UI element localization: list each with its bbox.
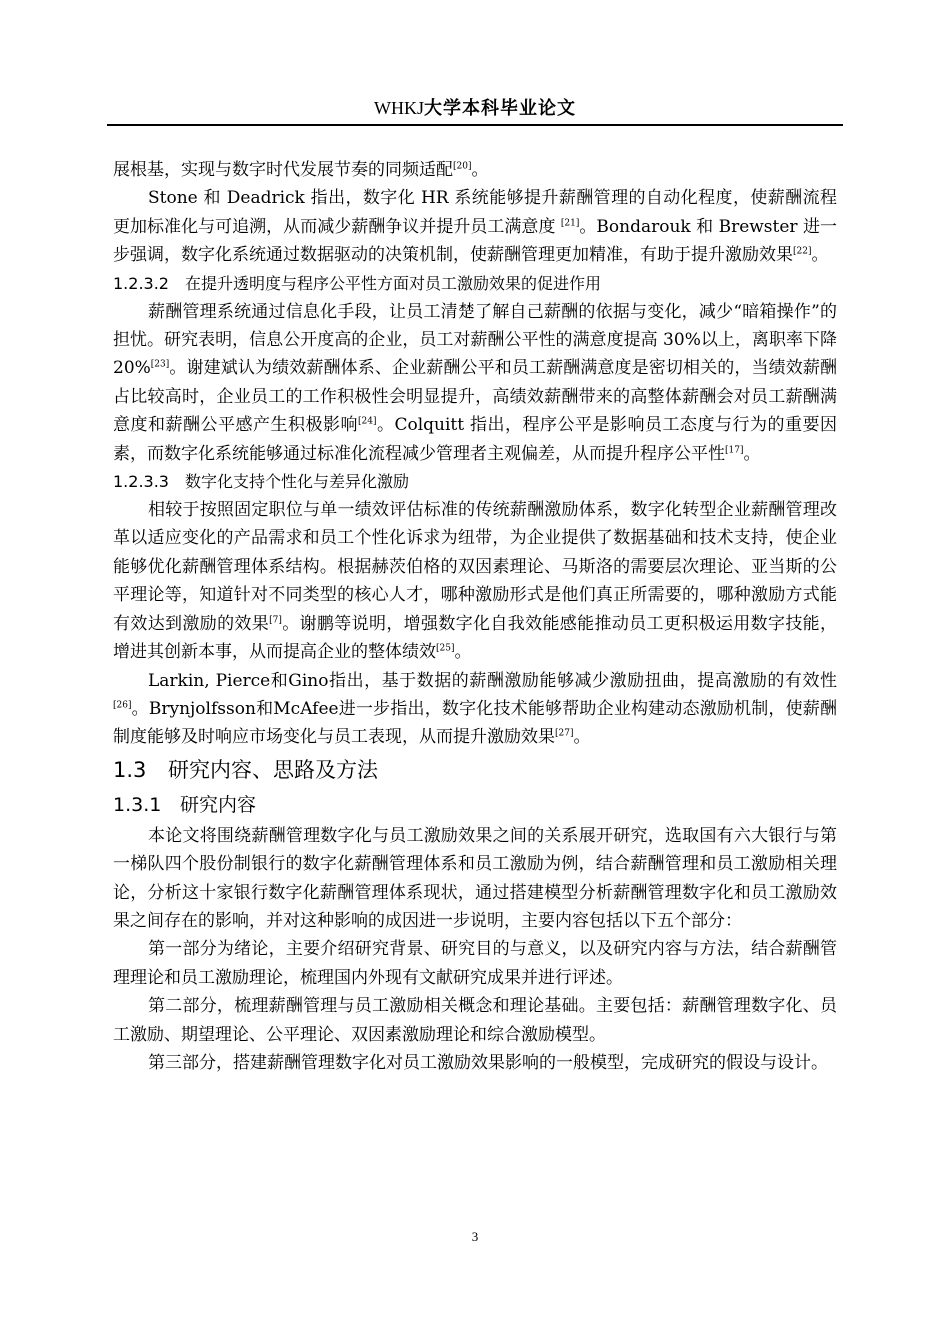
heading-1-2-3-3 (113, 468, 837, 496)
heading-1-2-3-2 (113, 270, 837, 298)
paragraph-text: Stone 和 Deadrick 指出，数字化 HR 系统能够提升薪酬管理的自动化程度，使薪酬流程更加标准化与可追溯，从而减少薪酬争议并提升员工满意度 (113, 188, 837, 237)
citation: [23] (150, 359, 170, 370)
heading-number: 1.2.3.2 (113, 273, 169, 293)
paragraph-text: 相较于按照固定职位与单一绩效评估标准的传统薪酬激励体系，数字化转型企业薪酬管理改革以适应变化的产品需求和员工个性化诉求为纽带，为企业提供了数据基础和技术支持，使企业能够优化薪酬管理体系结构。根据赫茨伯格的双因素理论、马斯洛的需要层次理论、亚当斯的公平理论等，知道针对不同类型的核心人才，哪种激励形式是他们真正所需要的，哪种激励方式能有效达到激励的效果 (113, 500, 837, 634)
heading-title: 在提升透明度与程序公平性方面对员工激励效果的促进作用 (185, 273, 602, 293)
body-text (113, 156, 837, 1077)
paragraph-text: Larkin, Pierce和Gino指出，基于数据的薪酬激励能够减少激励扭曲，提高激励的有效性 (148, 670, 837, 691)
citation: [26] (113, 700, 132, 711)
citation: [25] (436, 643, 455, 654)
paragraph-text: 展根基，实现与数字时代发展节奏的同频适配 (113, 160, 453, 180)
citation: [27] (555, 728, 574, 739)
paragraph-text: 。Bondarouk 和 Brewster 进一步强调，数字化系统通过数据驱动的决策机制，使薪酬管理更加精准，有助于提升激励效果 (113, 216, 837, 266)
paragraph-text: 。谢鹏等说明，增强数字化自我效能感能推动员工更积极运用数字技能，增进其创新本事，从而提高企业的整体绩效 (113, 613, 838, 663)
paragraph-text: 。 (811, 245, 829, 266)
paragraph-personalization (113, 496, 837, 666)
heading-number: 1.3.1 (113, 793, 162, 816)
heading-1-3 (113, 752, 837, 788)
header-title: 大学本科毕业论文 (424, 98, 576, 119)
heading-number: 1.2.3.3 (113, 472, 169, 492)
heading-1-3-1 (113, 788, 837, 822)
citation: [7] (269, 615, 282, 626)
header-prefix: WHKJ (374, 98, 424, 118)
paragraph-part-one: 第一部分为绪论，主要介绍研究背景、研究目的与意义，以及研究内容与方法，结合薪酬管理理论和员工激励理论，梳理国内外现有文献研究成果并进行评述。 (113, 939, 837, 988)
header-rule (107, 124, 843, 126)
citation: [24] (358, 416, 377, 427)
paragraph-transparency (113, 298, 837, 468)
citation: [22] (793, 246, 812, 257)
heading-title: 研究内容 (180, 793, 257, 816)
paragraph-text: 。 (573, 727, 591, 748)
citation: [21] (560, 218, 580, 229)
paragraph-continuation (113, 156, 837, 184)
paragraph-larkin (113, 667, 837, 752)
paragraph-text: 。 (454, 642, 472, 663)
heading-number: 1.3 (113, 757, 147, 782)
paragraph-part-two: 第二部分，梳理薪酬管理与员工激励相关概念和理论基础。主要包括：薪酬管理数字化、员工激励、期望理论、公平理论、双因素激励理论和综合激励模型。 (113, 996, 837, 1045)
paragraph-stone-deadrick (113, 184, 837, 269)
citation: [17] (725, 445, 744, 455)
paragraph-text: 。 (471, 160, 489, 180)
heading-title: 研究内容、思路及方法 (168, 757, 378, 782)
paragraph-part-three: 第三部分，搭建薪酬管理数字化对员工激励效果影响的一般模型，完成研究的假设与设计。 (148, 1052, 828, 1073)
citation: [20] (453, 161, 472, 172)
paragraph-research-content: 本论文将围绕薪酬管理数字化与员工激励效果之间的关系展开研究，选取国有六大银行与第一梯队四个股份制银行的数字化薪酬管理体系和员工激励为例，结合薪酬管理和员工激励相关理论，分析这十家银行数字化薪酬管理体系现状，通过搭建模型分析薪酬管理数字化和员工激励效果之间存在的影响，并对这种影响的成因进一步说明，主要内容包括以下五个部分： (113, 825, 837, 931)
paragraph-text: 。Colquitt 指出，程序公平是影响员工态度与行为的重要因素，而数字化系统能够通过标准化流程减少管理者主观偏差，从而提升程序公平性 (113, 415, 837, 464)
paragraph-text: 。 (743, 443, 761, 464)
page-number: 3 (471, 1229, 479, 1244)
running-header (107, 96, 843, 122)
paragraph-text: 薪酬管理系统通过信息化手段，让员工清楚了解自己薪酬的依据与变化，减少“暗箱操作”的担忧。研究表明，信息公开度高的企业，员工对薪酬公平性的满意度提高 30%以上，离职率下降 20% (113, 301, 837, 379)
paragraph-text: 。Brynjolfsson和McAfee进一步指出，数字化技术能够帮助企业构建动态激励机制，使薪酬制度能够及时响应市场变化与员工表现，从而提升激励效果 (113, 698, 837, 748)
heading-title: 数字化支持个性化与差异化激励 (185, 472, 410, 492)
paragraph-text: 。谢建斌认为绩效薪酬体系、企业薪酬公平和员工薪酬满意度是密切相关的，当绩效薪酬占比较高时，企业员工的工作积极性会明显提升，高绩效薪酬带来的高整体薪酬会对员工薪酬满意度和薪酬公平感产生积极影响 (113, 358, 837, 436)
